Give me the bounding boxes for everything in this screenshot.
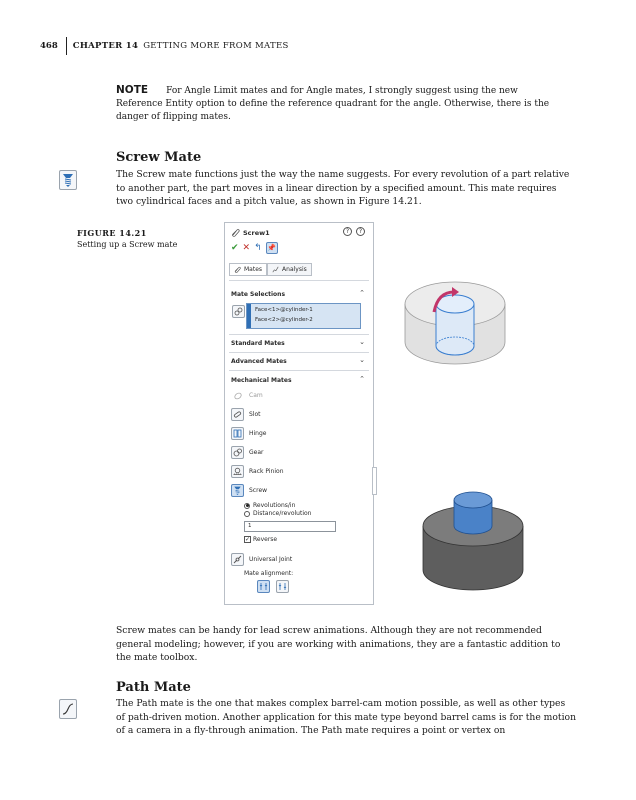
path-mate-icon [59,699,77,719]
radio-selected[interactable] [244,503,250,509]
selection-item-1[interactable]: Face<1>@cylinder-1 [255,307,313,313]
divider [229,370,369,371]
screw-icon [231,484,244,497]
screw-mate-icon [59,170,77,190]
pushpin-icon[interactable]: 📌 [267,244,276,252]
slot-icon [231,408,244,421]
ok-check-icon[interactable]: ✔ [231,243,239,253]
radio-unselected[interactable] [244,511,250,517]
mate-option-cam[interactable] [231,389,263,402]
rack-pinion-label: Rack Pinion [249,468,284,475]
aligned-icon[interactable] [257,580,270,593]
selection-bar [247,304,251,328]
action-buttons [231,242,278,254]
checkbox-checked[interactable]: ✓ [245,536,251,543]
rack-pinion-icon [231,465,244,478]
figure-number: FIGURE 14.21 [77,228,147,238]
tab-analysis-label: Analysis [282,266,307,273]
path-mate-heading: Path Mate [116,680,191,695]
whats-wrong-icon[interactable]: ? [343,227,352,236]
mechanical-mates-header[interactable]: Mechanical Mates [231,377,292,384]
alignment-buttons [257,580,289,593]
chevron-down-icon[interactable]: ⌄ [359,338,365,346]
mate-selection-icon [232,305,245,318]
slot-label: Slot [249,411,261,418]
chevron-up-icon[interactable]: ⌃ [359,375,365,383]
note-block [116,84,566,124]
chevron-up-icon[interactable]: ⌃ [359,289,365,297]
screw-mate-heading: Screw Mate [116,150,202,165]
help-icon[interactable]: ? [356,227,365,236]
divider [229,334,369,335]
anti-aligned-icon[interactable] [276,580,289,593]
mate-option-rack-pinion[interactable] [231,465,284,478]
hinge-icon [231,427,244,440]
paperclip-icon [234,266,241,273]
cam-icon [231,389,244,402]
pitch-value-input[interactable]: 1 [244,521,336,532]
divider [229,352,369,353]
option-revolutions-per-in[interactable] [244,502,295,509]
chapter-label: CHAPTER 14 [72,41,139,51]
revolutions-label: Revolutions/in [253,502,296,509]
panel-tabs [229,263,312,276]
tab-analysis[interactable] [267,263,312,276]
panel-resize-grip[interactable] [372,467,377,495]
chapter-title: GETTING MORE FROM MATES [143,41,289,51]
screw-label: Screw [249,487,268,494]
distance-label: Distance/revolution [253,510,312,517]
mate-alignment-label: Mate alignment: [244,570,294,577]
selection-item-2[interactable]: Face<2>@cylinder-2 [255,317,313,323]
cam-label: Cam [249,392,263,399]
gear-icon [231,446,244,459]
screw-usage-paragraph: Screw mates can be handy for lead screw animations. Although they are not recommended general modeling; however, if you are working with animations, they are a fantastic addition to the mate toolbox. [116,625,561,663]
paperclip-icon [231,228,240,237]
universal-joint-label: Universal Joint [249,556,293,563]
advanced-mates-header[interactable]: Advanced Mates [231,358,287,365]
mate-option-hinge[interactable] [231,427,266,440]
figure-label [77,228,177,250]
mate-option-screw[interactable] [231,484,267,497]
note-text: For Angle Limit mates and for Angle mates, I strongly suggest using the new Reference Entity option to define the reference quadrant for the angle. Otherwise, there is the danger of flipping mates. [116,86,550,122]
hinge-label: Hinge [249,430,267,437]
tab-mates[interactable] [229,263,267,276]
mate-selections-header[interactable]: Mate Selections [231,291,286,298]
standard-mates-header[interactable]: Standard Mates [231,340,285,347]
universal-joint-icon [231,553,244,566]
panel-title: Screw1 [243,228,270,237]
cylinder-assembly-transparent [396,262,514,372]
cylinder-assembly-solid [418,488,528,600]
cancel-x-icon[interactable]: ✕ [242,243,251,253]
figure-caption: Setting up a Screw mate [77,240,178,249]
help-buttons [343,227,365,236]
chevron-down-icon[interactable]: ⌄ [359,356,365,364]
option-distance-per-revolution[interactable] [244,510,311,517]
reverse-checkbox[interactable] [244,536,277,543]
reverse-label: Reverse [253,536,278,543]
page-number: 468 [40,41,58,51]
gear-label: Gear [249,449,264,456]
header-rule [66,37,67,55]
undo-icon[interactable]: ↰ [254,243,262,253]
mate-option-universal-joint[interactable] [231,553,292,566]
path-mate-paragraph: The Path mate is the one that makes complex barrel-cam motion possible, as well as other types of path-driven motion. Another application for this mate type beyond barrel cams is for the motion of a camera in a fly-through animation. The Path mate requires a point or vertex on [116,698,577,736]
note-label: NOTE [116,84,149,96]
panel-title-row [231,228,270,237]
analysis-icon [272,266,279,273]
screw-mate-paragraph: The Screw mate functions just the way the name suggests. For every revolution of a part relative to another part, the part moves in a linear direction by a specified amount. This mate requires two cylindrical faces and a pitch value, as shown in Figure 14.21. [116,169,570,207]
screw-property-manager [224,222,374,605]
mate-selections-list[interactable] [246,303,361,329]
running-header [40,37,289,55]
mate-option-slot[interactable] [231,408,261,421]
tab-mates-label: Mates [244,266,263,273]
mate-option-gear[interactable] [231,446,263,459]
divider [229,280,369,281]
